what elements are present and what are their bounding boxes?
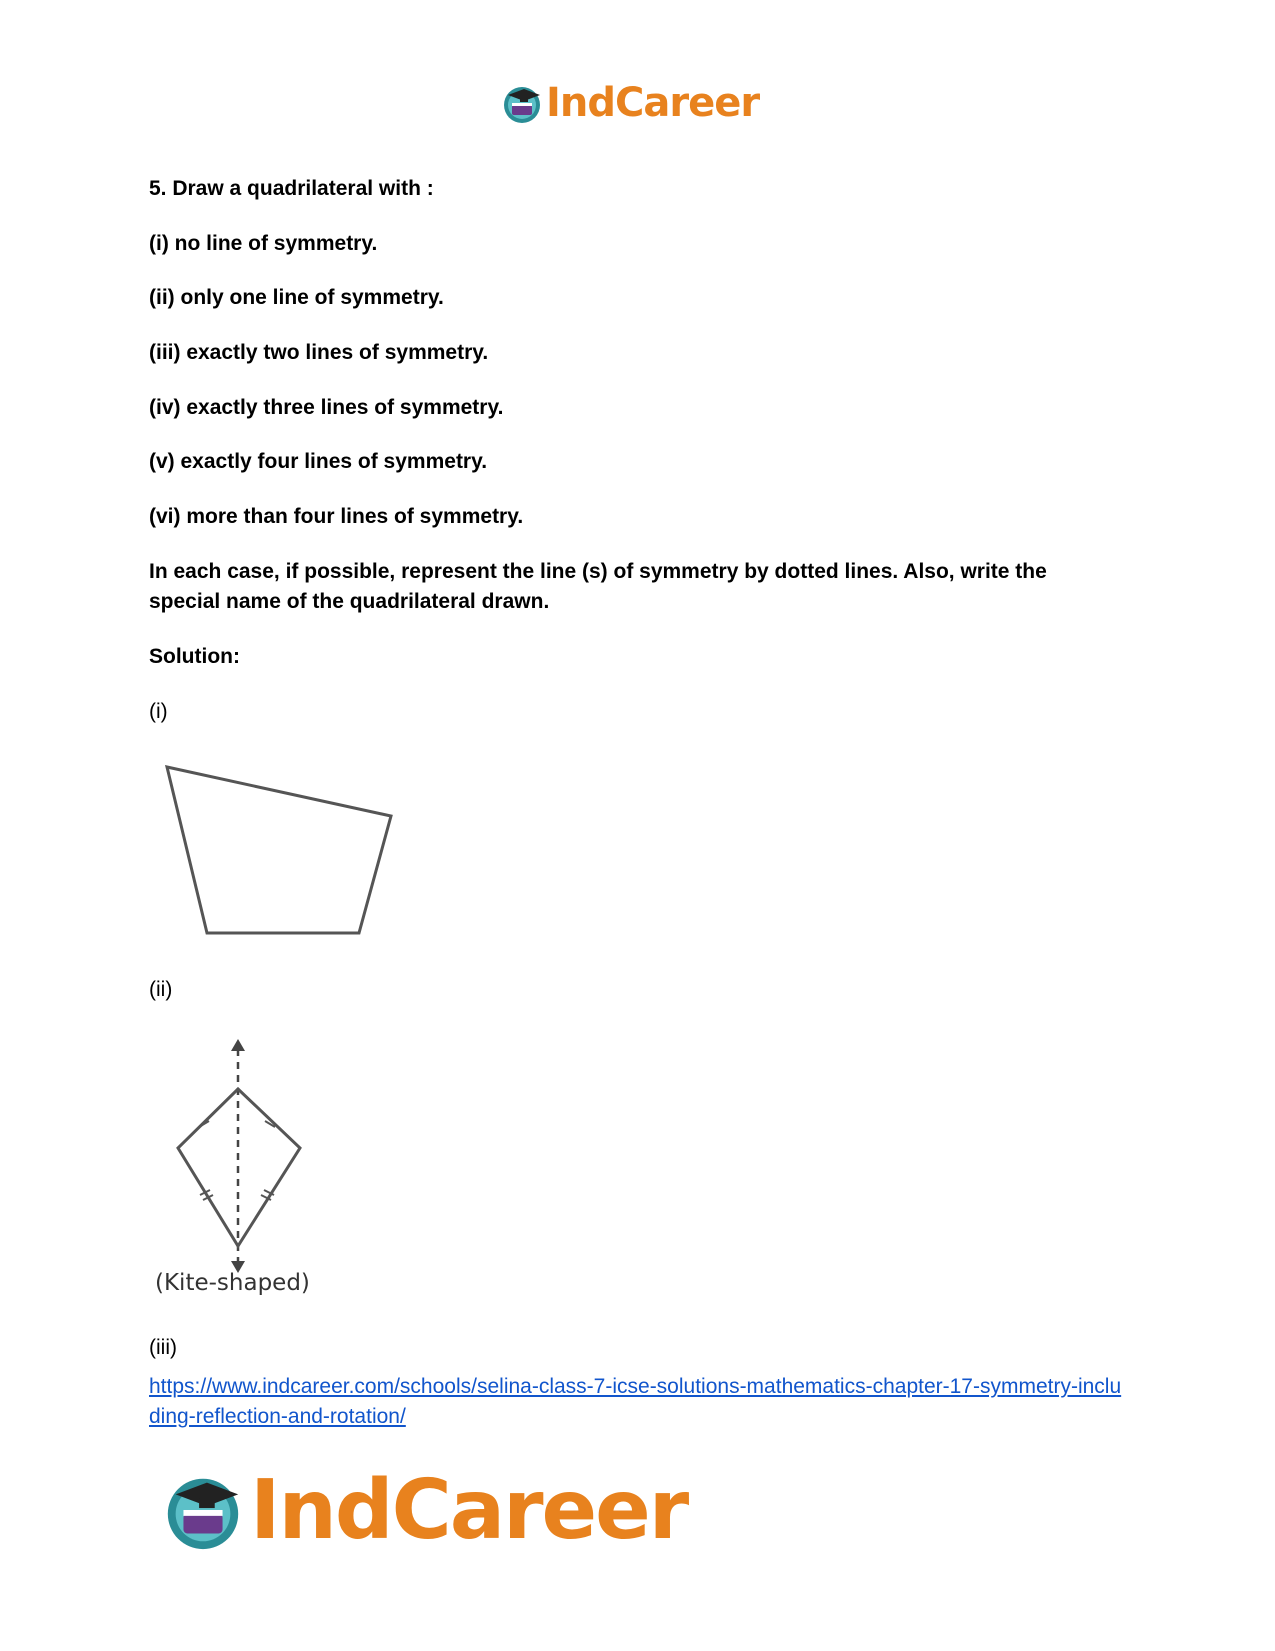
question-part-1: (i) no line of symmetry. (149, 232, 378, 255)
footer-logo-text: IndCareer (250, 1462, 688, 1558)
kite-figure (150, 1035, 350, 1275)
solution-heading: Solution: (149, 645, 240, 668)
kite-caption: (Kite-shaped) (155, 1270, 310, 1296)
globe-graduation-cap-icon (500, 81, 544, 125)
solution-label-iii: (iii) (149, 1336, 177, 1359)
source-link[interactable]: https://www.indcareer.com/schools/selina-class-7-icse-solutions-mathematics-chapter-17-symmetry-including-reflection-and-rotation/ (149, 1375, 1122, 1428)
header-logo (500, 80, 759, 126)
question-title: 5. Draw a quadrilateral with : (149, 177, 434, 200)
footer-logo (160, 1462, 688, 1558)
solution-label-ii: (ii) (149, 978, 173, 1001)
question-part-3: (iii) exactly two lines of symmetry. (149, 341, 489, 364)
irregular-quadrilateral-figure (155, 755, 405, 945)
question-part-6: (vi) more than four lines of symmetry. (149, 505, 524, 528)
question-part-2: (ii) only one line of symmetry. (149, 286, 444, 309)
solution-label-i: (i) (149, 700, 168, 723)
globe-graduation-cap-icon (160, 1467, 246, 1553)
question-instruction: In each case, if possible, represent the line (s) of symmetry by dotted lines. Also, write the special name of the quadrilateral drawn. (149, 560, 1047, 613)
header-logo-text: IndCareer (546, 80, 760, 126)
question-part-5: (v) exactly four lines of symmetry. (149, 450, 488, 473)
question-part-4: (iv) exactly three lines of symmetry. (149, 396, 504, 419)
